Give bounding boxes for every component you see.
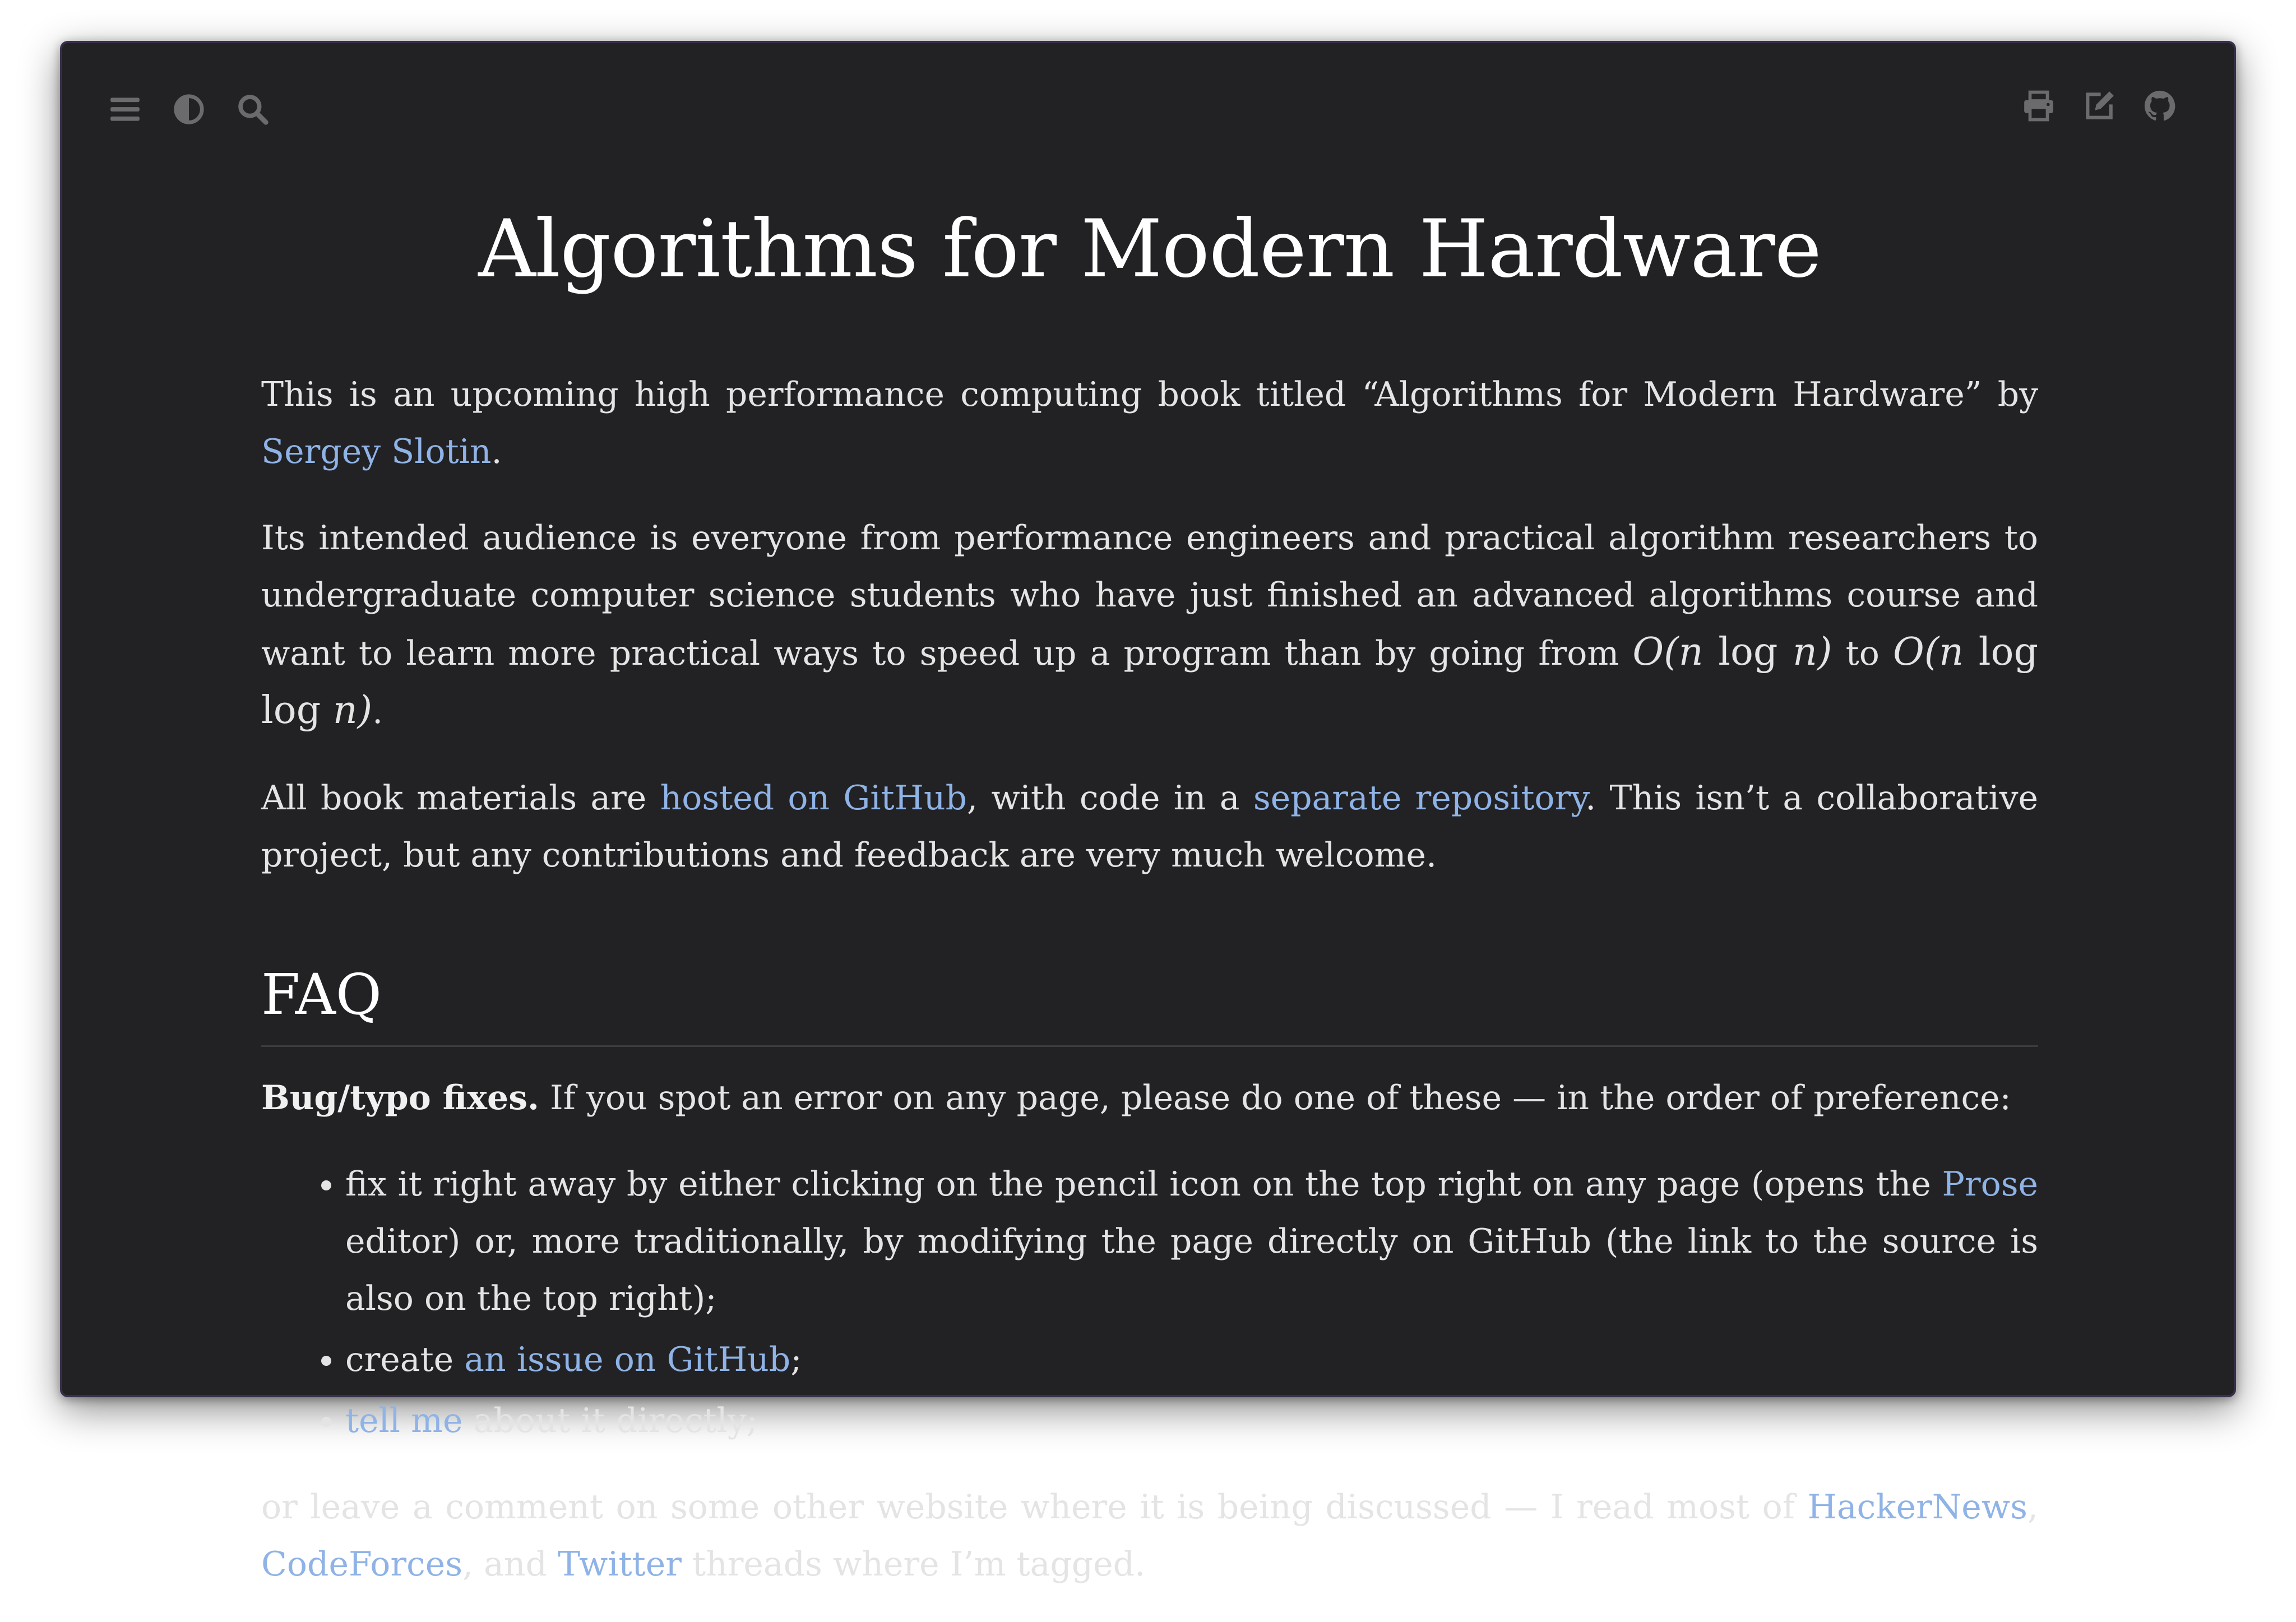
- faq-heading: FAQ: [261, 961, 2038, 1047]
- edit-button[interactable]: [2081, 88, 2117, 124]
- search-icon: [235, 92, 270, 127]
- list-item: • tell me about it directly;: [345, 1392, 2038, 1449]
- theme-toggle-button[interactable]: [171, 91, 207, 127]
- twitter-link[interactable]: Twitter: [558, 1545, 682, 1584]
- toolbar-right: [2021, 88, 2178, 124]
- pencil-edit-icon: [2082, 89, 2117, 123]
- theme-toggle-icon: [172, 92, 206, 127]
- prose-editor-link[interactable]: Prose: [1942, 1165, 2038, 1204]
- page-title: Algorithms for Modern Hardware: [478, 203, 1821, 295]
- bug-fixes-label: Bug/typo fixes.: [261, 1078, 539, 1118]
- list-item: • create an issue on GitHub;: [345, 1331, 2038, 1388]
- math-n-log-log-n: O(n log log n): [261, 630, 2039, 733]
- bug-fixes-paragraph: Bug/typo fixes. If you spot an error on any page, please do one of these — in the order of preference:: [261, 1078, 2011, 1118]
- menu-icon: [108, 92, 142, 127]
- github-button[interactable]: [2142, 88, 2178, 124]
- github-icon: [2142, 89, 2177, 123]
- intro-paragraph-1: This is an upcoming high performance computing book titled “Algorithms for Modern Hardware” by Sergey Slotin.: [261, 375, 2038, 472]
- comment-paragraph: or leave a comment on some other website where it is being discussed — I read most of HackerNews, CodeForces, and Twitter threads where I’m tagged.: [261, 1487, 2038, 1584]
- intro-paragraph-3: All book materials are hosted on GitHub, with code in a separate repository. This isn’t a collaborative project, but any contributions and feedback are very much welcome.: [261, 778, 2038, 875]
- author-link[interactable]: Sergey Slotin: [261, 432, 492, 472]
- codeforces-link[interactable]: CodeForces: [261, 1545, 463, 1584]
- github-issue-link[interactable]: an issue on GitHub: [464, 1340, 791, 1380]
- article-content: [261, 203, 2039, 1622]
- hackernews-link[interactable]: HackerNews: [1807, 1487, 2027, 1527]
- github-hosted-link[interactable]: hosted on GitHub: [660, 778, 967, 818]
- math-n-log-n: O(n log n): [1632, 630, 1832, 675]
- intro-paragraph-2: Its intended audience is everyone from performance engineers and practical algorithm researchers to undergraduate computer science students who have just finished an advanced algorithms course and want to learn more practical ways to speed up a program than by going from O(n log n) to O(n log log n).: [261, 518, 2039, 733]
- menu-button[interactable]: [107, 91, 143, 127]
- tell-me-link[interactable]: tell me: [345, 1401, 463, 1441]
- print-button[interactable]: [2021, 88, 2057, 124]
- search-button[interactable]: [235, 91, 271, 127]
- list-item: • fix it right away by either clicking on the pencil icon on the top right on any page (opens the Prose editor) or, more traditionally, by modifying the page directly on GitHub (the link to the source is also on the top right);: [345, 1156, 2038, 1327]
- code-repository-link[interactable]: separate repository: [1253, 778, 1586, 818]
- print-icon: [2021, 89, 2056, 123]
- toolbar-left: [107, 91, 271, 127]
- browser-window: [60, 41, 2236, 1584]
- bug-fix-options-list: [261, 1156, 2038, 1449]
